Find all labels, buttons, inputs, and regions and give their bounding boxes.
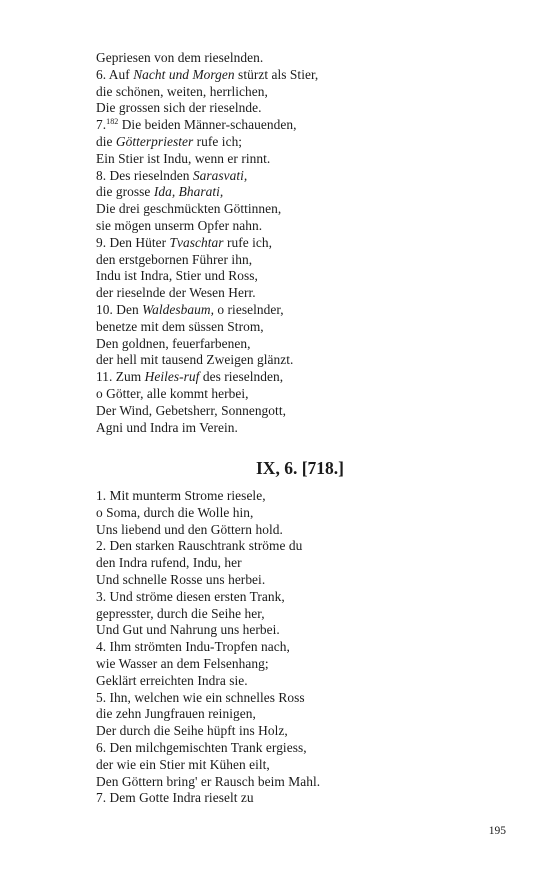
verse-text: 9. Den Hüter [96, 234, 170, 250]
verse-text: den erstgebornen Führer ihn, [96, 251, 253, 267]
italic-term: Götterpriester [115, 133, 194, 149]
verse-text: die schönen, weiten, herrlichen, [96, 83, 268, 99]
verse-line [96, 522, 496, 539]
verse-text: 5. Ihn, welchen wie ein schnelles Ross [96, 689, 305, 705]
verse-line [96, 572, 496, 589]
verse-text: Agni und Indra im Verein. [96, 419, 238, 435]
verse-line [96, 656, 496, 673]
verse-text: stürzt als Stier, [234, 66, 319, 82]
verse-text: Den Göttern bring' er Rausch beim Mahl. [96, 773, 321, 789]
verse-line [96, 639, 496, 656]
verse-text: 7. [96, 117, 107, 133]
verse-text: die [96, 133, 116, 149]
verse-text: 7. Dem Gotte Indra rieselt zu [96, 790, 254, 806]
verse-block-2 [96, 488, 496, 807]
verse-text: den Indra rufend, Indu, her [96, 555, 242, 571]
verse-line [96, 285, 496, 302]
verse-line [96, 706, 496, 723]
verse-text: 8. Des rieselnden [96, 167, 193, 183]
verse-line [96, 352, 496, 369]
verse-line [96, 420, 496, 437]
verse-text: 6. Den milchgemischten Trank ergiess, [96, 739, 307, 755]
verse-line [96, 117, 496, 134]
verse-text: benetze mit dem süssen Strom, [96, 318, 264, 334]
verse-text: 11. Zum [96, 369, 145, 385]
verse-line [96, 622, 496, 639]
verse-text: Indu ist Indra, Stier und Ross, [96, 268, 258, 284]
verse-text: rufe ich; [193, 133, 243, 149]
verse-text: Der Wind, Gebetsherr, Sonnengott, [96, 402, 286, 418]
verse-line [96, 336, 496, 353]
verse-text: sie mögen unserm Opfer nahn. [96, 217, 263, 233]
verse-text: Die grossen sich der rieselnde. [96, 100, 262, 116]
verse-text: der wie ein Stier mit Kühen eilt, [96, 756, 270, 772]
verse-line [96, 67, 496, 84]
verse-line [96, 790, 496, 807]
verse-line [96, 505, 496, 522]
verse-line [96, 302, 496, 319]
verse-text: 3. Und ströme diesen ersten Trank, [96, 588, 285, 604]
verse-line [96, 606, 496, 623]
verse-text: Gepriesen von dem rieselnden. [96, 50, 264, 65]
verse-text: 4. Ihm strömten Indu-Tropfen nach, [96, 639, 290, 655]
italic-term: Heiles-ruf [144, 369, 200, 385]
verse-line [96, 168, 496, 185]
verse-line [96, 84, 496, 101]
italic-term: Ida, Bharati, [153, 184, 224, 200]
verse-line [96, 538, 496, 555]
italic-term: Sarasvati, [192, 167, 248, 183]
verse-line [96, 252, 496, 269]
page-number: 195 [488, 825, 506, 837]
verse-line [96, 673, 496, 690]
italic-term: Nacht und Morgen [133, 66, 235, 82]
verse-text: o rieselnder, [214, 301, 284, 317]
verse-text: des rieselnden, [199, 369, 284, 385]
verse-text: Und schnelle Rosse uns herbei. [96, 571, 266, 587]
verse-line [96, 235, 496, 252]
verse-line [96, 218, 496, 235]
verse-text: Den goldnen, feuerfarbenen, [96, 335, 251, 351]
verse-text: Die beiden Männer-schauenden, [118, 117, 297, 133]
verse-line [96, 201, 496, 218]
verse-text: Die drei geschmückten Göttinnen, [96, 201, 282, 217]
verse-line [96, 589, 496, 606]
verse-text: Der durch die Seihe hüpft ins Holz, [96, 723, 288, 739]
verse-line [96, 740, 496, 757]
verse-line [96, 403, 496, 420]
verse-line [96, 100, 496, 117]
verse-line [96, 774, 496, 791]
verse-text: wie Wasser an dem Felsenhang; [96, 655, 269, 671]
verse-text: Und Gut und Nahrung uns herbei. [96, 622, 280, 638]
italic-term: Tvaschtar [169, 234, 224, 250]
verse-block-1 [96, 50, 496, 436]
verse-line [96, 386, 496, 403]
verse-line [96, 723, 496, 740]
verse-text: 6. Auf [96, 66, 134, 82]
verse-text: 1. Mit munterm Strome riesele, [96, 488, 266, 503]
verse-text: die grosse [96, 184, 154, 200]
verse-line [96, 268, 496, 285]
verse-line [96, 555, 496, 572]
verse-text: Ein Stier ist Indu, wenn er rinnt. [96, 150, 271, 166]
verse-text: 2. Den starken Rauschtrank ströme du [96, 538, 303, 554]
verse-line [96, 319, 496, 336]
footnote-marker: 182 [106, 117, 119, 127]
verse-text: Geklärt erreichten Indra sie. [96, 672, 248, 688]
italic-term: Waldesbaum, [142, 301, 214, 317]
verse-text: 10. Den [96, 301, 143, 317]
verse-text: rufe ich, [223, 234, 273, 250]
verse-text: Uns liebend und den Göttern hold. [96, 521, 283, 537]
verse-text: o Götter, alle kommt herbei, [96, 385, 249, 401]
verse-line [96, 690, 496, 707]
verse-text: der rieselnde der Wesen Herr. [96, 285, 256, 301]
verse-text: die zehn Jungfrauen reinigen, [96, 706, 256, 722]
verse-line [96, 50, 496, 67]
verse-line [96, 369, 496, 386]
verse-line [96, 488, 496, 505]
verse-line [96, 134, 496, 151]
section-heading: IX, 6. [718.] [256, 458, 344, 478]
verse-line [96, 757, 496, 774]
verse-line [96, 151, 496, 168]
verse-text: gepresster, durch die Seihe her, [96, 605, 265, 621]
verse-line [96, 184, 496, 201]
verse-text: der hell mit tausend Zweigen glänzt. [96, 352, 294, 368]
verse-text: o Soma, durch die Wolle hin, [96, 504, 254, 520]
